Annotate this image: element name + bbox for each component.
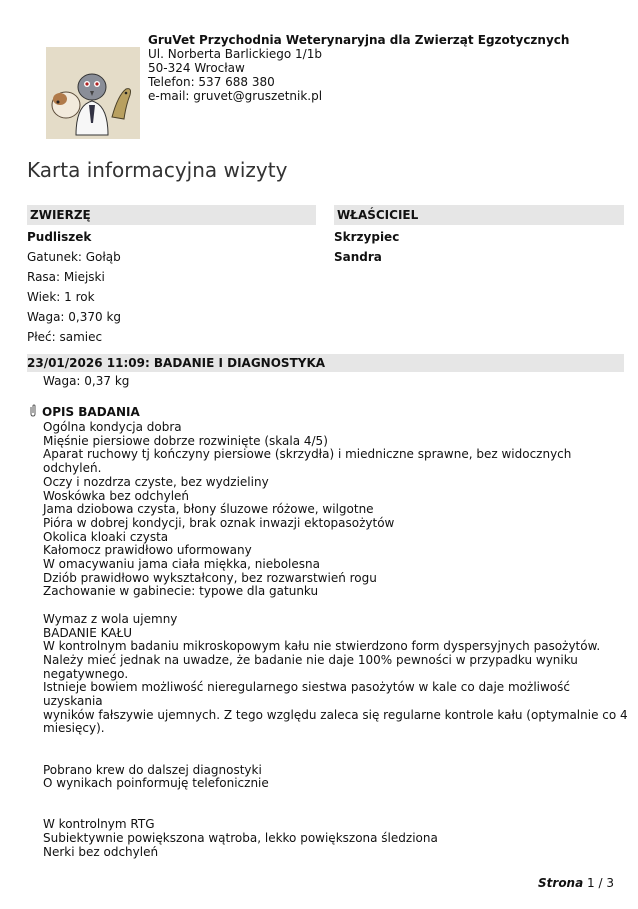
clinic-email: e-mail: gruvet@gruszetnik.pl	[148, 89, 323, 103]
animal-species: Gatunek: Gołąb	[27, 250, 121, 264]
owner-last-name: Skrzypiec	[334, 230, 400, 244]
clinic-info	[148, 33, 569, 103]
animal-section-header: ZWIERZĘ	[27, 205, 316, 225]
page-current: 1	[587, 876, 595, 890]
clinic-address: Ul. Norberta Barlickiego 1/1b	[148, 47, 322, 61]
page-total: / 3	[598, 876, 614, 890]
page-title: Karta informacyjna wizyty	[27, 158, 288, 182]
clinic-name: GruVet Przychodnia Weterynaryjna dla Zwierząt Egzotycznych	[148, 33, 570, 47]
animal-age: Wiek: 1 rok	[27, 290, 95, 304]
animal-name: Pudliszek	[27, 230, 92, 244]
owner-info	[334, 227, 399, 267]
owner-first-name: Sandra	[334, 250, 382, 264]
page-label: Strona	[538, 876, 584, 890]
animal-breed: Rasa: Miejski	[27, 270, 105, 284]
visit-weight: Waga: 0,37 kg	[43, 374, 130, 388]
animal-weight: Waga: 0,370 kg	[27, 310, 122, 324]
page-footer	[538, 876, 614, 890]
clinic-city: 50-324 Wrocław	[148, 61, 245, 75]
clinic-phone: Telefon: 537 688 380	[148, 75, 275, 89]
clinic-logo	[46, 47, 140, 139]
animal-info	[27, 227, 121, 347]
description-header-label: OPIS BADANIA	[42, 405, 140, 419]
visit-description: Ogólna kondycja dobra Mięśnie piersiowe dobrze rozwinięte (skala 4/5) Aparat ruchowy tj kończyny piersiowe (skrzydła) i miedniczne sprawne, bez widocznych odchyleń. Oczy i nozdrza czyste, bez wydzieliny Woskówka bez odchyleń Jama dziobowa czysta, błony śluzowe różowe, wilgotne Pióra w dobrej kondycji, brak oznak inwazji ektopasożytów Okolica kloaki czysta Kałomocz prawidłowo uformowany W omacywaniu jama ciała miękka, niebolesna Dziób prawidłowo wykształcony, bez rozwarstwień rogu Zachowanie w gabinecie: typowe dla gatunku Wymaz z wola ujemny BADANIE KAŁU W kontrolnym badaniu mikroskopowym kału nie stwierdzono form dyspersyjnych pasożytów. Należy mieć jednak na uwadze, że badanie nie daje 100% pewności w przypadku wyniku negatywnego. Istnieje bowiem możliwość nieregularnego siestwa pasożytów w kale co daje możliwość uzyskania wyników fałszywie ujemnych. Z tego względu zaleca się regularne kontrole kału (optymalnie co 4 miesięcy). Pobrano krew do dalszej diagnostyki O wynikach poinformuję telefonicznie W kontrolnym RTG Subiektywnie powiększona wątroba, lekko powiększona śledziona Nerki bez odchyleń	[43, 420, 628, 859]
owner-section-header: WŁAŚCICIEL	[334, 205, 624, 225]
visit-header: 23/01/2026 11:09: BADANIE I DIAGNOSTYKA	[27, 354, 624, 372]
description-header	[29, 404, 140, 420]
paperclip-icon	[29, 404, 39, 420]
animal-sex: Płeć: samiec	[27, 330, 103, 344]
